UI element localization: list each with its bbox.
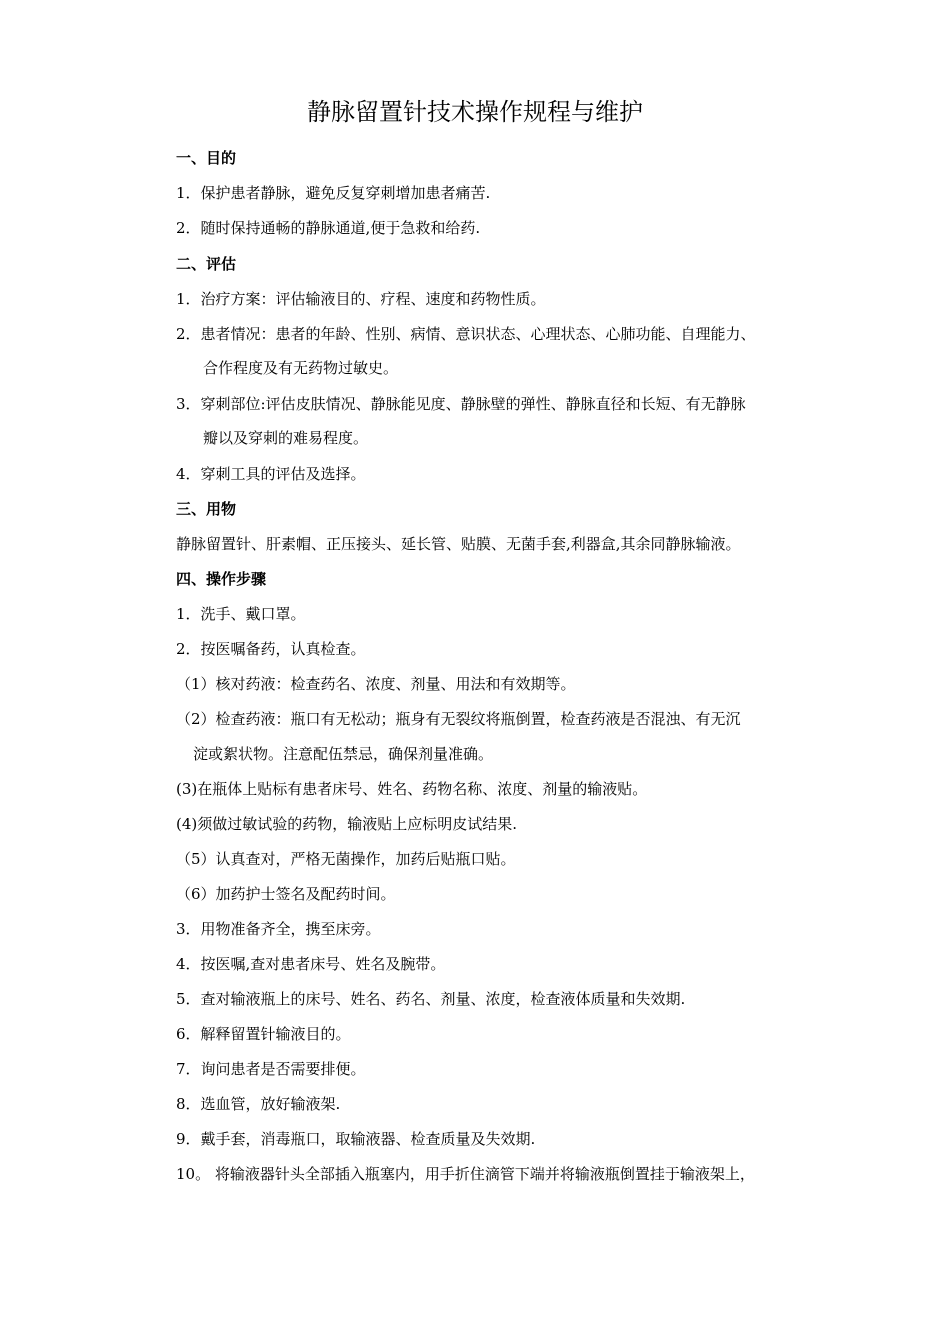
paragraph-line: 2．随时保持通畅的静脉通道,便于急救和给药. xyxy=(176,219,481,237)
section-heading-supplies: 三、用物 xyxy=(176,500,237,518)
paragraph-line: 1．治疗方案：评估输液目的、疗程、速度和药物性质。 xyxy=(176,290,546,308)
paragraph-line: （2）检查药液：瓶口有无松动；瓶身有无裂纹将瓶倒置，检查药液是否混浊、有无沉 xyxy=(176,710,741,728)
section-heading-purpose: 一、目的 xyxy=(176,149,237,167)
paragraph-line: (4)须做过敏试验的药物，输液贴上应标明皮试结果. xyxy=(176,815,518,833)
paragraph-line: 2．患者情况：患者的年龄、性别、病情、意识状态、心理状态、心肺功能、自理能力、 xyxy=(176,325,756,343)
page-title: 静脉留置针技术操作规程与维护 xyxy=(307,98,643,126)
paragraph-line: （1）核对药液：检查药名、浓度、剂量、用法和有效期等。 xyxy=(176,675,576,693)
section-heading-assessment: 二、评估 xyxy=(176,255,237,273)
paragraph-line: 6．解释留置针输液目的。 xyxy=(176,1025,351,1043)
paragraph-line: (3)在瓶体上贴标有患者床号、姓名、药物名称、浓度、剂量的输液贴。 xyxy=(176,780,648,798)
paragraph-line: 2．按医嘱备药，认真检查。 xyxy=(176,640,366,658)
paragraph-line: （6）加药护士签名及配药时间。 xyxy=(176,885,396,903)
paragraph-line: 1．保护患者静脉，避免反复穿刺增加患者痛苦. xyxy=(176,184,491,202)
paragraph-line: 7．询问患者是否需要排便。 xyxy=(176,1060,366,1078)
paragraph-line: （5）认真查对，严格无菌操作，加药后贴瓶口贴。 xyxy=(176,850,516,868)
paragraph-line: 5．查对输液瓶上的床号、姓名、药名、剂量、浓度，检查液体质量和失效期. xyxy=(176,990,686,1008)
paragraph-line: 合作程度及有无药物过敏史。 xyxy=(203,359,399,377)
paragraph-line: 静脉留置针、肝素帽、正压接头、延长管、贴膜、无菌手套,利器盒,其余同静脉输液。 xyxy=(176,535,741,553)
paragraph-line: 1．洗手、戴口罩。 xyxy=(176,605,306,623)
paragraph-line: 瓣以及穿刺的难易程度。 xyxy=(203,429,369,447)
paragraph-line: 10。 将输液器针头全部插入瓶塞内，用手折住滴管下端并将输液瓶倒置挂于输液架上， xyxy=(176,1165,755,1183)
paragraph-line: 3．穿刺部位:评估皮肤情况、静脉能见度、静脉壁的弹性、静脉直径和长短、有无静脉 xyxy=(176,395,746,413)
section-heading-procedure: 四、操作步骤 xyxy=(176,570,267,588)
paragraph-line: 4．穿刺工具的评估及选择。 xyxy=(176,465,366,483)
paragraph-line: 淀或絮状物。注意配伍禁忌，确保剂量准确。 xyxy=(193,745,494,763)
paragraph-line: 9．戴手套，消毒瓶口，取输液器、检查质量及失效期. xyxy=(176,1130,536,1148)
paragraph-line: 8．选血管，放好输液架. xyxy=(176,1095,341,1113)
paragraph-line: 3．用物准备齐全，携至床旁。 xyxy=(176,920,381,938)
paragraph-line: 4．按医嘱,查对患者床号、姓名及腕带。 xyxy=(176,955,446,973)
